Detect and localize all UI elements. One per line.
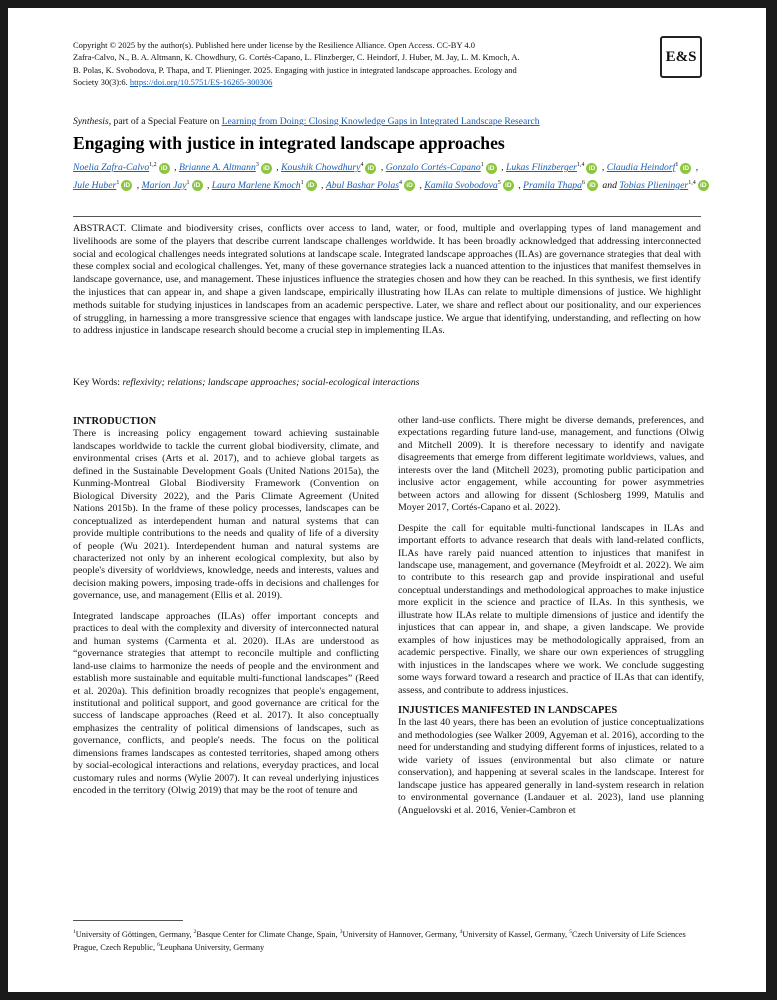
keywords <box>73 377 420 388</box>
author-separator: , <box>378 162 386 174</box>
paragraph: There is increasing policy engagement toward achieving sustainable landscapes worldwide to tackle the current global biodiversity, climate, and environmental crises (Arts et al. 2017), and to achieve global targets as defined in the Sustainable Development Goals (United Nations 2015a), the Kunming-Montreal Global Biodiversity Framework (Convention on Biological Diversity 2022), and the Paris Climate Agreement (United Nations 2015b). In the frame of these policy processes, landscapes can be conceptualized as interdependent human and natural systems that can provide multiple contributions to the needs and quality of life of a diversity of people (Wu 2021). Interdependent human and natural systems are characterized not only by an inherent ecological complexity, but also by people's diversity of worldviews, knowledge, needs and interests, values and decision making powers, imposing trade-offs in decisions and challenges for governance, use, and management (Ellis et al. 2019). <box>73 428 379 602</box>
affiliation-number: 2 <box>193 929 197 935</box>
author-separator: , <box>693 162 699 174</box>
article-page <box>8 8 766 992</box>
affiliation-name: University of Kassel, Germany, <box>462 929 570 939</box>
article-title: Engaging with justice in integrated landscape approaches <box>73 133 505 153</box>
footnote-divider <box>73 920 183 921</box>
orcid-icon[interactable]: iD <box>680 163 691 174</box>
paragraph: other land-use conflicts. There might be diverse demands, preferences, and expectations regarding future land-use, management, and functions (Olwig and Mitchell 2009). It is therefore necessary to identify and navigate disagreements that emerge from different legitimate worldviews, values, and interests over the land (Mitchell 2023), promoting public participation and inclusive actor engagement, while accounting for power asymmetries between actors and allowing for dissent (Schlosberg 1999, Matulis and Moyer 2017, Cortés-Capano et al. 2022). <box>398 415 704 514</box>
author-affiliation: 1 <box>675 162 679 168</box>
affiliation-name: Czech University of Life Sciences Prague, Czech Republic, <box>73 929 686 952</box>
orcid-icon[interactable]: iD <box>486 163 497 174</box>
copyright-line: Copyright © 2025 by the author(s). Published here under license by the Resilience Alliance. Open Access. CC-BY 4.0 <box>73 40 476 50</box>
abstract-text: Climate and biodiversity crises, conflicts over access to land, water, or food, multiple and overlapping types of land management and livelihoods are some of the players that describe current landscape challenges worldwide. It has been broadly acknowledged that addressing interconnected social and ecological challenges needs integrated solutions at landscape scale. Integrated landscape approaches (ILAs) are governance strategies that deal with these complex social and ecological challenges. Yet, many of these governance strategies lack a nuanced attention to the injustices that manifest themselves in landscape governance, use, and management. These injustices influence the strategies chosen and how they can be reached. In this synthesis, we first identify the injustices that can appear in, and shape a given landscape, empirically illustrating how ILAs can relate to multiple dimensions of justice. We highlight methods suitable for studying injustices in landscapes from an academic perspective. Later, we share and reflect about our positionality, and our experiences of struggling, in harnessing a more transgressive science that engages with landscape justice. We argue that identifying, understanding, and reflecting on how to address injustice in landscape research should become a crucial step in implementing ILAs. <box>73 223 701 337</box>
citation-volume: Society 30(3):6. <box>73 77 128 88</box>
keywords-label: Key Words: <box>73 377 121 388</box>
header-divider <box>73 216 701 217</box>
author-name[interactable]: Claudia Heindorf <box>606 162 676 174</box>
keywords-text: reflexivity; relations; landscape approaches; social-ecological interactions <box>122 377 420 388</box>
author-name[interactable]: Brianne A. Altmann <box>178 162 256 174</box>
synthesis-label: Synthesis <box>73 116 109 127</box>
paragraph: Despite the call for equitable multi-functional landscapes in ILAs and important efforts to advance research that deals with land-related conflicts, ILAs have rarely paid nuanced attention to injustices that manifest in landscape use, management, and governance (Meyfroidt et al. 2022). We aim to contribute to this research gap and provide inspirational and useful conceptual understandings and methodological approaches to make injustice more explicit in the science and practice of ILAs. In this synthesis, we illustrate how ILAs relate to multiple dimensions of justice and identify the injustices that can appear in, and shape, a given landscape. We provide examples of how injustices may be methodologically appraised, from an academic perspective. Finally, we share our own experiences of struggling with injustices in the landscapes where we work. We conclude suggesting some ways forward toward a research and practice of ILAs that can identify, assess, and contribute to address injustices. <box>398 522 704 696</box>
author-affiliation: 1 <box>186 179 190 186</box>
author-affiliation: 5 <box>497 179 501 186</box>
author-affiliation: 6 <box>582 179 585 186</box>
body-column-right <box>398 415 704 825</box>
affiliation-name: University of Göttingen, Germany, <box>75 929 194 939</box>
special-feature-line <box>73 116 540 127</box>
orcid-icon[interactable]: iD <box>192 180 203 191</box>
affiliation-number: 5 <box>569 929 572 935</box>
orcid-icon[interactable]: iD <box>404 180 415 191</box>
author-affiliation: 1 <box>300 179 304 186</box>
citation-line-3 <box>73 76 633 88</box>
orcid-icon[interactable]: iD <box>261 163 272 174</box>
author-affiliation: 1,2 <box>149 162 157 168</box>
body-column-left <box>73 416 379 806</box>
author-separator: , <box>318 179 326 191</box>
author-affiliation: 1,4 <box>576 162 585 168</box>
author-separator: , <box>498 162 506 174</box>
affiliation-name: University of Hannover, Germany, <box>342 929 460 939</box>
author-name[interactable]: Marion Jay <box>141 179 187 191</box>
affiliation-name: Leuphana University, Germany <box>159 942 265 952</box>
author-separator: , <box>515 179 524 191</box>
author-affiliation: 1 <box>116 179 120 186</box>
feature-prefix: , part of a Special Feature on <box>108 116 220 127</box>
citation-line-2: B. Polas, K. Svobodova, P. Thapa, and T. Plieninger. 2025. Engaging with justice in integrated landscape approaches. Ecology and <box>73 64 517 75</box>
section-heading-injustices: INJUSTICES MANIFESTED IN LANDSCAPES <box>398 704 618 716</box>
section-heading-introduction: INTRODUCTION <box>73 416 157 427</box>
author-name[interactable]: Pramila Thapa <box>523 179 582 191</box>
author-affiliation: 1 <box>480 162 484 168</box>
author-name[interactable]: Jule Huber <box>73 179 117 191</box>
author-name[interactable]: Abul Bashar Polas <box>325 179 400 191</box>
author-affiliation: 4 <box>399 179 403 186</box>
author-list <box>73 158 713 193</box>
author-separator: , <box>417 179 425 191</box>
author-name[interactable]: Gonzalo Cortés-Capano <box>385 162 481 174</box>
author-affiliation: 4 <box>360 162 364 168</box>
orcid-icon[interactable]: iD <box>586 163 597 174</box>
orcid-icon[interactable]: iD <box>698 180 709 191</box>
copyright-citation-block <box>73 39 633 89</box>
orcid-icon[interactable]: iD <box>365 163 376 174</box>
journal-logo: E&S <box>660 36 702 78</box>
author-name[interactable]: Koushik Chowdhury <box>281 162 361 174</box>
author-name[interactable]: Tobias Plieninger <box>619 179 689 191</box>
author-separator: , <box>204 179 212 191</box>
affiliations-footnote <box>73 927 701 953</box>
affiliation-number: 1 <box>73 929 76 935</box>
author-separator: , <box>134 179 142 191</box>
paragraph: Integrated landscape approaches (ILAs) offer important concepts and practices to deal with the complexity and diversity of interconnected natural and human systems (Carmenta et al. 2020). ILAs are understood as “governance strategies that attempt to reconcile multiple and conflicting land-use claims to harmonize the needs of people and the environment and establish more sustainable and equitable multi-functional landscapes” (Reed et al. 2020a). This definition broadly recognizes that people's engagement, institutional and political support, and good governance are critical for the success of landscape approaches (Reed et al. 2017). It also conceptually emphasizes the centrality of political dimensions of landscapes, such as governance, conflicts, and people's needs. The focus on the political dimensions frames landscapes as contested territories, shaped among others by social-ecological interactions and relations, everyday practices, and local customary rules and norms (Wylie 2007). It can reveal underlying injustices encoded in the territory (Olwig 2019) that may be the root of tenure and <box>73 610 379 797</box>
author-affiliation: 3 <box>255 162 259 168</box>
author-separator: , <box>599 162 607 174</box>
author-and: and <box>600 179 620 191</box>
citation-line-1: Zafra-Calvo, N., B. A. Altmann, K. Chowdhury, G. Cortés-Capano, L. Flinzberger, C. Heindorf, J. Huber, M. Jay, L. M. Kmoch, A. <box>73 52 520 63</box>
special-feature-link[interactable]: Learning from Doing: Closing Knowledge Gaps in Integrated Landscape Research <box>221 116 540 127</box>
orcid-icon[interactable]: iD <box>503 180 514 191</box>
affiliation-number: 3 <box>339 929 343 935</box>
orcid-icon[interactable]: iD <box>587 180 598 191</box>
affiliation-name: Basque Center for Climate Change, Spain, <box>196 929 340 939</box>
author-name[interactable]: Kamila Svobodova <box>424 179 498 191</box>
author-name[interactable]: Laura Marlene Kmoch <box>211 179 301 191</box>
affiliation-number: 4 <box>459 929 463 935</box>
author-affiliation: 1,4 <box>688 179 696 186</box>
author-separator: , <box>273 162 282 174</box>
paragraph: In the last 40 years, there has been an evolution of justice conceptualizations and methodologies (see Walker 2009, Agyeman et al. 2016), according to the need for understanding and studying different forms of injustices, related to a wide variety of issues (environmental but also climate or nature conservation), and happening at several scales in the landscape. Interest for landscape justice has appeared generally in land-system research in relation to environmental governance (Landauer et al. 2023), land use planning (Anguelovski et al. 2016, Venier-Cambron et <box>398 717 704 816</box>
author-separator: , <box>171 162 179 174</box>
doi-link[interactable]: https://doi.org/10.5751/ES-16265-300306 <box>129 77 273 88</box>
abstract <box>73 223 701 338</box>
abstract-label: ABSTRACT. <box>73 223 127 234</box>
orcid-icon[interactable]: iD <box>306 180 317 191</box>
affiliation-number: 6 <box>157 942 160 949</box>
orcid-icon[interactable]: iD <box>159 163 170 174</box>
author-name[interactable]: Noelia Zafra-Calvo <box>73 162 150 174</box>
author-name[interactable]: Lukas Flinzberger <box>506 162 577 174</box>
orcid-icon[interactable]: iD <box>121 180 132 191</box>
